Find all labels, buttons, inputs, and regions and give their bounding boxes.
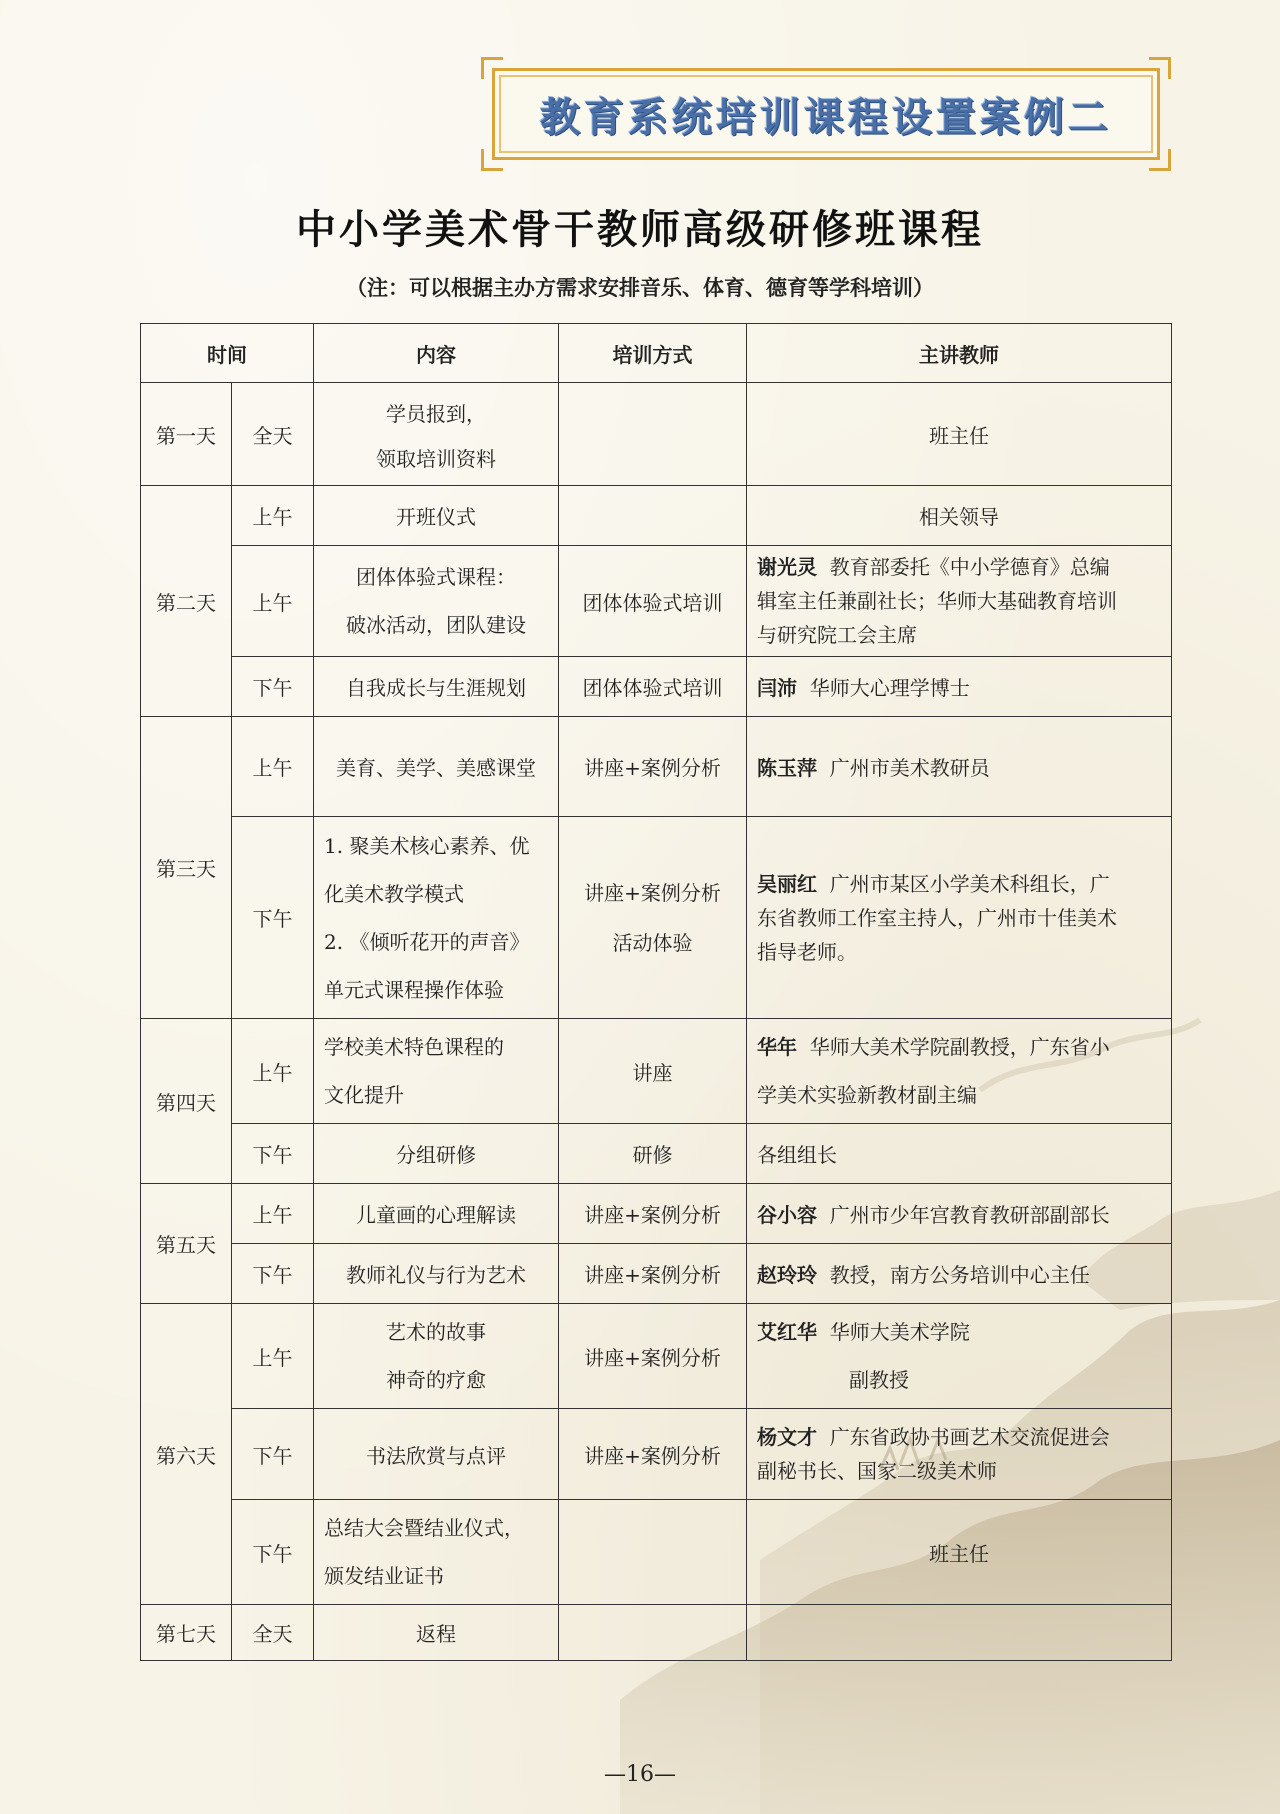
content-cell: 分组研修	[314, 1124, 559, 1184]
header-method: 培训方式	[559, 324, 747, 383]
content-line: 单元式课程操作体验	[324, 977, 504, 1002]
banner-title: 教育系统培训课程设置案例二	[540, 94, 1112, 141]
content-line: 学员报到，	[386, 402, 486, 426]
period-cell: 下午	[232, 1124, 314, 1184]
period-cell: 上午	[232, 1184, 314, 1244]
teacher-desc: 指导老师。	[757, 939, 857, 964]
teacher-desc: 与研究院工会主席	[757, 623, 917, 647]
section-banner	[492, 68, 1160, 160]
content-cell	[314, 546, 559, 657]
content-cell: 自我成长与生涯规划	[314, 657, 559, 717]
period-cell: 下午	[232, 1500, 314, 1605]
content-line: 总结大会暨结业仪式，	[324, 1516, 524, 1540]
table-header-row	[141, 324, 1172, 383]
teacher-cell	[747, 1409, 1172, 1500]
teacher-desc: 华师大心理学博士	[809, 676, 970, 700]
method-cell: 讲座+案例分析	[559, 1184, 747, 1244]
day-label: 第六天	[141, 1304, 232, 1605]
day-label: 第五天	[141, 1184, 232, 1304]
period-cell: 下午	[232, 1409, 314, 1500]
table-row	[141, 1184, 1172, 1244]
content-cell	[314, 1500, 559, 1605]
header-time: 时间	[141, 324, 314, 383]
table-row	[141, 1500, 1172, 1605]
teacher-name: 艾红华	[757, 1320, 817, 1344]
method-cell	[559, 817, 747, 1019]
day-label: 第七天	[141, 1605, 232, 1661]
period-cell: 下午	[232, 657, 314, 717]
content-line: 化美术教学模式	[324, 881, 464, 906]
banner-corner-ornament	[481, 57, 503, 79]
teacher-cell	[747, 546, 1172, 657]
teacher-cell	[747, 657, 1172, 717]
method-cell: 讲座+案例分析	[559, 717, 747, 817]
table-row	[141, 1304, 1172, 1409]
teacher-desc: 学美术实验新教材副主编	[757, 1083, 977, 1107]
period-cell: 上午	[232, 717, 314, 817]
content-line: 1. 聚美术核心素养、优	[324, 833, 530, 858]
method-cell	[559, 1500, 747, 1605]
period-cell: 下午	[232, 817, 314, 1019]
content-line: 文化提升	[324, 1083, 404, 1107]
method-cell	[559, 1605, 747, 1661]
teacher-cell	[747, 1304, 1172, 1409]
method-cell: 团体体验式培训	[559, 546, 747, 657]
header-content: 内容	[314, 324, 559, 383]
teacher-cell	[747, 717, 1172, 817]
teacher-name: 华年	[757, 1035, 797, 1059]
teacher-desc: 东省教师工作室主持人，广州市十佳美术	[757, 905, 1117, 930]
banner-corner-ornament	[1149, 57, 1171, 79]
content-cell	[314, 383, 559, 486]
method-cell	[559, 383, 747, 486]
period-cell: 上午	[232, 546, 314, 657]
method-cell	[559, 486, 747, 546]
content-cell	[314, 1304, 559, 1409]
teacher-cell: 相关领导	[747, 486, 1172, 546]
content-cell: 儿童画的心理解读	[314, 1184, 559, 1244]
method-cell: 讲座+案例分析	[559, 1244, 747, 1304]
teacher-name: 谢光灵	[757, 555, 817, 579]
method-line: 讲座+案例分析	[584, 880, 721, 905]
banner-corner-ornament	[1149, 149, 1171, 171]
content-cell: 开班仪式	[314, 486, 559, 546]
content-cell: 返程	[314, 1605, 559, 1661]
teacher-desc: 华师大美术学院副教授，广东省小	[809, 1035, 1110, 1059]
period-cell: 上午	[232, 486, 314, 546]
teacher-desc: 广州市美术教研员	[829, 756, 990, 780]
course-schedule-table	[140, 323, 1172, 1661]
day-label: 第四天	[141, 1019, 232, 1184]
day-label: 第三天	[141, 717, 232, 1019]
content-cell: 教师礼仪与行为艺术	[314, 1244, 559, 1304]
content-cell: 书法欣赏与点评	[314, 1409, 559, 1500]
table-row	[141, 817, 1172, 1019]
teacher-desc: 副教授	[849, 1368, 909, 1392]
teacher-cell	[747, 1019, 1172, 1124]
teacher-desc: 广州市少年宫教育教研部副部长	[829, 1203, 1110, 1227]
method-cell: 研修	[559, 1124, 747, 1184]
method-cell: 讲座	[559, 1019, 747, 1124]
table-row	[141, 383, 1172, 486]
teacher-line	[757, 1308, 1161, 1356]
teacher-cell	[747, 1244, 1172, 1304]
teacher-line	[757, 1420, 1161, 1454]
teacher-line	[757, 1023, 1161, 1071]
table-row	[141, 1605, 1172, 1661]
content-line: 神奇的疗愈	[386, 1368, 486, 1392]
content-line: 学校美术特色课程的	[324, 1035, 504, 1059]
teacher-desc: 华师大美术学院	[829, 1320, 970, 1344]
period-cell: 下午	[232, 1244, 314, 1304]
teacher-cell: 各组组长	[747, 1124, 1172, 1184]
teacher-name: 赵玲玲	[757, 1263, 817, 1287]
teacher-desc: 副秘书长、国家二级美术师	[757, 1459, 997, 1483]
table-row	[141, 1244, 1172, 1304]
table-row	[141, 1019, 1172, 1124]
content-cell	[314, 817, 559, 1019]
teacher-line	[757, 867, 1161, 901]
teacher-cell: 班主任	[747, 1500, 1172, 1605]
content-line: 2. 《倾听花开的声音》	[324, 929, 530, 954]
table-row	[141, 486, 1172, 546]
period-cell: 全天	[232, 1605, 314, 1661]
period-cell: 全天	[232, 383, 314, 486]
method-cell: 讲座+案例分析	[559, 1409, 747, 1500]
table-row	[141, 1409, 1172, 1500]
content-line: 团体体验式课程：	[356, 565, 516, 589]
method-cell: 团体体验式培训	[559, 657, 747, 717]
teacher-cell: 班主任	[747, 383, 1172, 486]
content-cell	[314, 1019, 559, 1124]
teacher-cell	[747, 1184, 1172, 1244]
period-cell: 上午	[232, 1304, 314, 1409]
content-line: 艺术的故事	[386, 1320, 486, 1344]
page-title: 中小学美术骨干教师高级研修班课程	[296, 206, 984, 253]
teacher-cell	[747, 817, 1172, 1019]
table-row	[141, 717, 1172, 817]
content-line: 领取培训资料	[376, 447, 496, 471]
content-line: 颁发结业证书	[324, 1564, 444, 1588]
teacher-desc: 广州市某区小学美术科组长，广	[829, 871, 1110, 896]
page-note: （注：可以根据主办方需求安排音乐、体育、德育等学科培训）	[346, 276, 934, 300]
table-row	[141, 1124, 1172, 1184]
teacher-name: 谷小容	[757, 1203, 817, 1227]
banner-corner-ornament	[481, 149, 503, 171]
day-label: 第一天	[141, 383, 232, 486]
content-cell: 美育、美学、美感课堂	[314, 717, 559, 817]
teacher-name: 吴丽红	[757, 871, 817, 896]
teacher-cell	[747, 1605, 1172, 1661]
day-label: 第二天	[141, 486, 232, 717]
page-number: —16—	[604, 1762, 676, 1787]
teacher-line	[757, 550, 1161, 584]
content-line: 破冰活动，团队建设	[346, 613, 526, 637]
teacher-desc: 教育部委托《中小学德育》总编	[829, 555, 1110, 579]
teacher-name: 闫沛	[757, 676, 797, 700]
period-cell: 上午	[232, 1019, 314, 1124]
teacher-desc: 广东省政协书画艺术交流促进会	[829, 1425, 1110, 1449]
teacher-desc: 教授，南方公务培训中心主任	[829, 1263, 1090, 1287]
teacher-name: 陈玉萍	[757, 756, 817, 780]
teacher-name: 杨文才	[757, 1425, 817, 1449]
table-row	[141, 657, 1172, 717]
teacher-desc: 辑室主任兼副社长；华师大基础教育培训	[757, 589, 1117, 613]
table-row	[141, 546, 1172, 657]
method-line: 活动体验	[612, 930, 693, 955]
header-teacher: 主讲教师	[747, 324, 1172, 383]
method-cell: 讲座+案例分析	[559, 1304, 747, 1409]
